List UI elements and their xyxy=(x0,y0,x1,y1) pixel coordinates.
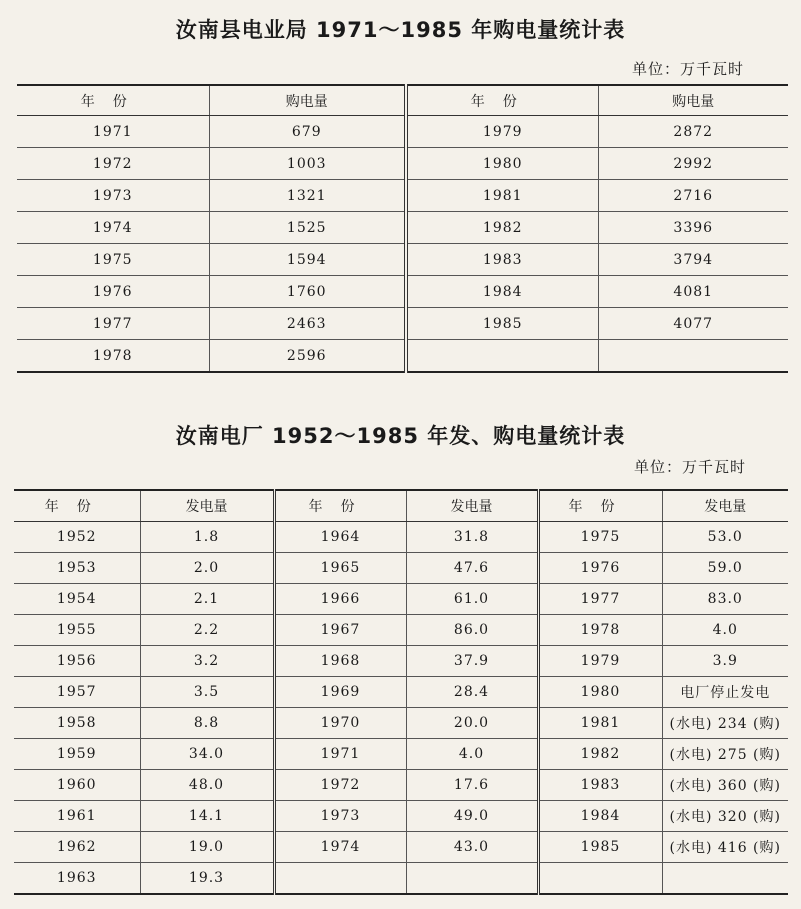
year-cell: 1969 xyxy=(274,677,406,708)
table-row xyxy=(17,340,788,373)
header-purchase: 购电量 xyxy=(598,85,788,116)
year-cell: 1977 xyxy=(538,584,662,615)
table-row xyxy=(14,770,788,801)
year-cell: 1972 xyxy=(17,148,209,180)
year-cell: 1957 xyxy=(14,677,140,708)
year-cell: 1979 xyxy=(406,116,598,148)
generation-cell: 8.8 xyxy=(140,708,274,739)
table-row xyxy=(17,244,788,276)
year-cell: 1984 xyxy=(538,801,662,832)
purchase-cell: 4077 xyxy=(598,308,788,340)
table2-title: 汝南电厂 1952～1985 年发、购电量统计表 xyxy=(175,424,626,448)
purchase-cell: 2872 xyxy=(598,116,788,148)
generation-cell: (水电) 360 (购) xyxy=(662,770,788,801)
table1-unit: 单位：万千瓦时 xyxy=(632,60,745,78)
generation-cell: 48.0 xyxy=(140,770,274,801)
year-cell: 1977 xyxy=(17,308,209,340)
generation-cell: 86.0 xyxy=(406,615,538,646)
generation-cell: 电厂停止发电 xyxy=(662,677,788,708)
generation-cell: 14.1 xyxy=(140,801,274,832)
purchase-cell: 1525 xyxy=(209,212,406,244)
year-cell: 1984 xyxy=(406,276,598,308)
generation-cell: 19.0 xyxy=(140,832,274,863)
year-cell: 1980 xyxy=(538,677,662,708)
year-cell: 1971 xyxy=(274,739,406,770)
purchase-cell: 679 xyxy=(209,116,406,148)
generation-cell: 2.2 xyxy=(140,615,274,646)
year-cell: 1980 xyxy=(406,148,598,180)
generation-cell: 34.0 xyxy=(140,739,274,770)
year-cell: 1955 xyxy=(14,615,140,646)
purchase-cell xyxy=(598,340,788,373)
generation-cell: 49.0 xyxy=(406,801,538,832)
year-cell: 1982 xyxy=(538,739,662,770)
year-cell: 1981 xyxy=(406,180,598,212)
year-cell: 1971 xyxy=(17,116,209,148)
generation-cell: 59.0 xyxy=(662,553,788,584)
purchase-cell: 1760 xyxy=(209,276,406,308)
year-cell: 1976 xyxy=(17,276,209,308)
purchase-cell: 1594 xyxy=(209,244,406,276)
table-row xyxy=(14,801,788,832)
purchase-cell: 2463 xyxy=(209,308,406,340)
year-cell: 1982 xyxy=(406,212,598,244)
year-cell: 1954 xyxy=(14,584,140,615)
table-row xyxy=(17,212,788,244)
generation-cell: (水电) 234 (购) xyxy=(662,708,788,739)
table-header-row xyxy=(14,490,788,522)
table-row xyxy=(17,116,788,148)
generation-cell: 28.4 xyxy=(406,677,538,708)
purchase-cell: 2992 xyxy=(598,148,788,180)
table-row xyxy=(14,863,788,895)
year-cell: 1975 xyxy=(17,244,209,276)
year-cell: 1966 xyxy=(274,584,406,615)
year-cell: 1958 xyxy=(14,708,140,739)
year-cell: 1959 xyxy=(14,739,140,770)
year-cell: 1983 xyxy=(406,244,598,276)
year-cell: 1952 xyxy=(14,522,140,553)
table-row xyxy=(17,308,788,340)
generation-cell: 1.8 xyxy=(140,522,274,553)
year-cell: 1983 xyxy=(538,770,662,801)
year-cell: 1965 xyxy=(274,553,406,584)
generation-cell: 4.0 xyxy=(662,615,788,646)
table-row xyxy=(14,584,788,615)
year-cell: 1979 xyxy=(538,646,662,677)
purchase-cell: 3396 xyxy=(598,212,788,244)
year-cell: 1967 xyxy=(274,615,406,646)
generation-cell: (水电) 275 (购) xyxy=(662,739,788,770)
generation-cell: (水电) 416 (购) xyxy=(662,832,788,863)
year-cell: 1974 xyxy=(17,212,209,244)
generation-cell: 3.5 xyxy=(140,677,274,708)
year-cell: 1961 xyxy=(14,801,140,832)
table-row xyxy=(14,646,788,677)
purchase-cell: 3794 xyxy=(598,244,788,276)
year-cell: 1973 xyxy=(274,801,406,832)
year-cell xyxy=(406,340,598,373)
generation-cell: 19.3 xyxy=(140,863,274,895)
year-cell xyxy=(538,863,662,895)
generation-cell xyxy=(662,863,788,895)
table-row xyxy=(17,276,788,308)
table-row xyxy=(14,832,788,863)
table-row xyxy=(14,708,788,739)
generation-table-1952-1985 xyxy=(14,489,788,895)
generation-cell: 3.2 xyxy=(140,646,274,677)
header-purchase: 购电量 xyxy=(209,85,406,116)
generation-cell: 43.0 xyxy=(406,832,538,863)
table-row xyxy=(17,180,788,212)
year-cell: 1962 xyxy=(14,832,140,863)
table-row xyxy=(14,677,788,708)
purchase-cell: 2716 xyxy=(598,180,788,212)
header-year: 年份 xyxy=(14,490,140,522)
header-year: 年份 xyxy=(17,85,209,116)
purchase-cell: 1003 xyxy=(209,148,406,180)
year-cell: 1960 xyxy=(14,770,140,801)
purchase-cell: 1321 xyxy=(209,180,406,212)
generation-cell: 2.1 xyxy=(140,584,274,615)
generation-cell: 17.6 xyxy=(406,770,538,801)
generation-cell: 53.0 xyxy=(662,522,788,553)
year-cell: 1956 xyxy=(14,646,140,677)
header-generation: 发电量 xyxy=(140,490,274,522)
header-generation: 发电量 xyxy=(406,490,538,522)
year-cell: 1974 xyxy=(274,832,406,863)
table-row xyxy=(14,739,788,770)
header-generation: 发电量 xyxy=(662,490,788,522)
year-cell: 1953 xyxy=(14,553,140,584)
header-year: 年份 xyxy=(538,490,662,522)
purchase-cell: 2596 xyxy=(209,340,406,373)
generation-cell xyxy=(406,863,538,895)
year-cell: 1964 xyxy=(274,522,406,553)
year-cell: 1985 xyxy=(538,832,662,863)
year-cell: 1985 xyxy=(406,308,598,340)
year-cell xyxy=(274,863,406,895)
table-row xyxy=(14,553,788,584)
table1-title: 汝南县电业局 1971～1985 年购电量统计表 xyxy=(175,18,626,42)
year-cell: 1978 xyxy=(17,340,209,373)
generation-cell: 20.0 xyxy=(406,708,538,739)
table2-unit: 单位：万千瓦时 xyxy=(634,458,747,476)
year-cell: 1968 xyxy=(274,646,406,677)
year-cell: 1972 xyxy=(274,770,406,801)
year-cell: 1973 xyxy=(17,180,209,212)
table-row xyxy=(14,615,788,646)
purchase-table-1971-1985 xyxy=(17,84,788,373)
year-cell: 1975 xyxy=(538,522,662,553)
generation-cell: 61.0 xyxy=(406,584,538,615)
generation-cell: 47.6 xyxy=(406,553,538,584)
generation-cell: 37.9 xyxy=(406,646,538,677)
purchase-cell: 4081 xyxy=(598,276,788,308)
header-year: 年份 xyxy=(274,490,406,522)
table-row xyxy=(14,522,788,553)
header-year: 年份 xyxy=(406,85,598,116)
year-cell: 1976 xyxy=(538,553,662,584)
generation-cell: 4.0 xyxy=(406,739,538,770)
generation-cell: 31.8 xyxy=(406,522,538,553)
year-cell: 1981 xyxy=(538,708,662,739)
year-cell: 1963 xyxy=(14,863,140,895)
generation-cell: 83.0 xyxy=(662,584,788,615)
table-row xyxy=(17,148,788,180)
generation-cell: 3.9 xyxy=(662,646,788,677)
table-header-row xyxy=(17,85,788,116)
year-cell: 1970 xyxy=(274,708,406,739)
year-cell: 1978 xyxy=(538,615,662,646)
generation-cell: 2.0 xyxy=(140,553,274,584)
generation-cell: (水电) 320 (购) xyxy=(662,801,788,832)
